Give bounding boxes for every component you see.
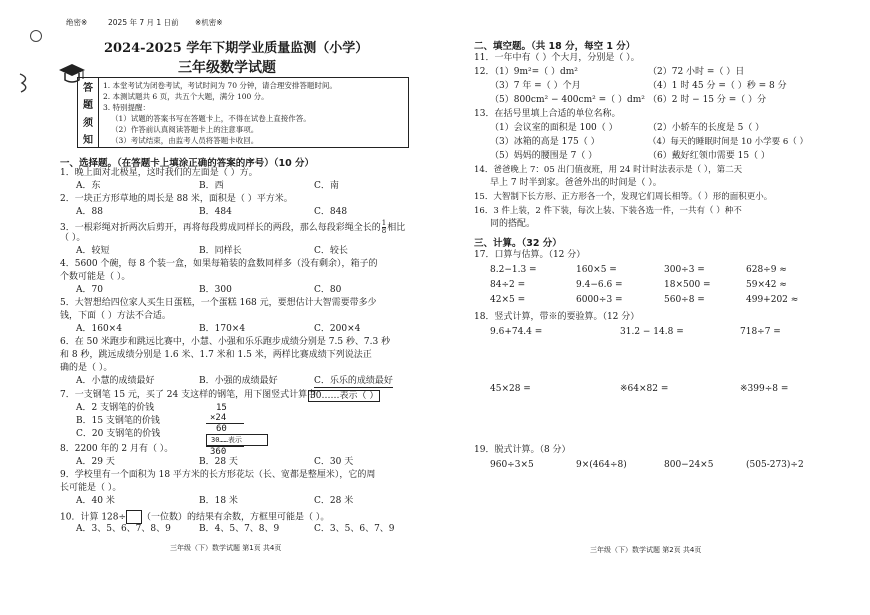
q13-item: （5）妈妈的腰围是 7（ ） — [490, 151, 598, 161]
oral-calc-item: 6000÷3 = — [576, 295, 623, 305]
q5-option-c[interactable]: C．200×4 — [314, 324, 361, 334]
q10-option-b[interactable]: B．4、5、7、8、9 — [199, 524, 280, 534]
q9-option-b[interactable]: B．18 米 — [199, 496, 238, 506]
header-secret-left: 绝密※ — [66, 18, 88, 27]
q12-label: 12． — [474, 67, 495, 77]
q12-item: （5）800cm² − 400cm² =（ ）dm² — [490, 95, 645, 105]
section-fill-title: 二、填空题。（共 18 分，每空 1 分） — [474, 41, 636, 52]
q3-stem — [60, 220, 405, 235]
header-date: 2025 年 7 月 1 日前 — [108, 18, 179, 27]
q8-option-c[interactable]: C．30 天 — [314, 457, 354, 467]
notice-line: （3）考试结束，由监考人员将答题卡收回。 — [111, 136, 259, 145]
binding-mark-glyph — [18, 72, 32, 94]
q4-option-a[interactable]: A．70 — [76, 285, 103, 295]
written-calc-item: ※399÷8 = — [740, 384, 789, 394]
exam-notice-box — [77, 77, 409, 148]
q10-option-c[interactable]: C．3、5、6、7、9 — [314, 524, 395, 534]
notice-line: （2）作答前认真阅读答题卡上的注意事项。 — [111, 125, 259, 134]
q3-stem-tail: 相比 — [387, 223, 406, 233]
q3-option-b[interactable]: B．同样长 — [199, 246, 242, 256]
q15-stem: 15．大智制下长方形、正方形各一个，发现它们周长相等。（ ）形的面积更小。 — [474, 192, 773, 202]
step-calc-item: 800−24×5 — [664, 460, 714, 470]
calc-line: 30……表示 — [206, 434, 268, 446]
q16-stem2: 同的搭配。 — [490, 219, 536, 229]
q6-option-b[interactable]: B．小强的成绩最好 — [199, 376, 278, 386]
oral-calc-item: 9.4−6.6 = — [576, 280, 623, 290]
q10-stem — [60, 510, 329, 524]
oral-calc-item: 160×5 = — [576, 265, 617, 275]
written-calc-item: 9.6+74.4 = — [490, 327, 543, 337]
q3-stem2: （ ）。 — [60, 233, 86, 243]
oral-calc-item: 300÷3 = — [664, 265, 705, 275]
q9-option-c[interactable]: C．28 米 — [314, 496, 354, 506]
q3-fraction-denominator: 8 — [381, 227, 387, 235]
q12-item: （6）2 时 − 15 分 =（ ）分 — [648, 95, 767, 105]
page-footer-left: 三年级（下）数学试题 第1页 共4页 — [170, 544, 282, 552]
q12-item: （3）7 年 =（ ）个月 — [490, 81, 581, 91]
q4-option-b[interactable]: B．300 — [199, 285, 232, 295]
q7-option-b[interactable]: B．15 支钢笔的价钱 — [76, 416, 160, 426]
q18-stem: 18．竖式计算，带※的要验算。（12 分） — [474, 312, 640, 322]
q6-option-c[interactable]: C．乐乐的成绩最好 — [314, 376, 393, 386]
notice-label-char: 须 — [83, 117, 93, 129]
q7-stem: 7．一支钢笔 15 元，买了 24 支这样的钢笔，用下图竖式计算中 — [60, 390, 317, 400]
q13-item: （1）会议室的面积是 100（ ） — [490, 123, 618, 133]
q1-option-a[interactable]: A．东 — [76, 181, 101, 191]
q3-fraction — [382, 220, 386, 235]
q10-stem-tail: （一位数）的结果有余数，方框里可能是（ ）。 — [142, 512, 330, 523]
q8-option-b[interactable]: B．28 天 — [199, 457, 238, 467]
notice-label-char: 知 — [83, 134, 93, 146]
q8-option-a[interactable]: A．29 天 — [76, 457, 115, 467]
q6-option-a[interactable]: A．小慧的成绩最好 — [76, 376, 155, 386]
page-title-line2: 三年级数学试题 — [178, 60, 276, 76]
q14-stem: 14．爸爸晚上 7：05 出门值夜班，用 24 时计时法表示是（ ），第二天 — [474, 165, 743, 175]
q2-option-b[interactable]: B．484 — [199, 207, 232, 217]
oral-calc-item: 628÷9 ≈ — [746, 265, 787, 275]
oral-calc-item: 8.2−1.3 = — [490, 265, 537, 275]
q9-option-a[interactable]: A．40 米 — [76, 496, 115, 506]
oral-calc-item: 59×42 ≈ — [746, 280, 787, 290]
q12-item: （1）9m²=（ ）dm² — [490, 67, 578, 77]
q19-stem: 19．脱式计算。（8 分） — [474, 445, 571, 455]
calc-line: 360 — [206, 446, 244, 457]
q11-stem: 11．一年中有（ ）个大月，分别是（ ）。 — [474, 53, 640, 63]
q4-stem2: 个数可能是（ ）。 — [60, 272, 131, 282]
written-calc-item: 45×28 = — [490, 384, 531, 394]
oral-calc-item: 84÷2 = — [490, 280, 526, 290]
oral-calc-item: 560÷8 = — [664, 295, 705, 305]
oral-calc-item: 18×500 = — [664, 280, 711, 290]
q5-option-a[interactable]: A．160×4 — [76, 324, 122, 334]
q4-option-c[interactable]: C．80 — [314, 285, 342, 295]
step-calc-item: 960÷3×5 — [490, 460, 534, 470]
notice-label-char: 题 — [83, 100, 93, 112]
page-footer-right: 三年级（下）数学试题 第2页 共4页 — [590, 546, 702, 554]
section-calc-title: 三、计算。（32 分） — [474, 238, 562, 249]
q8-stem: 8．2200 年的 2 月有（ ）。 — [60, 444, 174, 454]
q12-item: （2）72 小时 =（ ）日 — [648, 67, 745, 77]
notice-text — [103, 80, 337, 146]
q9-stem: 9．学校里有一个面积为 18 平方米的长方形花坛（长、宽都是整厘米），它的周 — [60, 470, 376, 480]
q5-stem2: 钱，下面（ ）方法不合适。 — [60, 311, 171, 321]
q3-stem-text: 3．一根彩绳对折两次后剪开，再将每段剪成同样长的两段，那么每段彩绳全长的 — [60, 223, 381, 233]
q1-stem: 1．晚上面对北极星，这时我们的左面是（ ）方。 — [60, 168, 258, 178]
q13-item: （4）每天的睡眠时间是 10 小学要 6（ ） — [648, 137, 808, 147]
calc-line: 15 — [216, 403, 227, 413]
q6-stem2: 和 8 秒，跳远成绩分别是 1.6 米、1.7 米和 1.5 米，两样比赛成绩下列说法正 — [60, 350, 372, 360]
written-calc-item: 718÷7 = — [740, 327, 781, 337]
q7-option-a[interactable]: A．2 支钢笔的价钱 — [76, 403, 155, 413]
q1-option-c[interactable]: C．南 — [314, 181, 339, 191]
oral-calc-item: 42×5 = — [490, 295, 526, 305]
notice-label — [78, 78, 99, 147]
q2-option-c[interactable]: C．848 — [314, 207, 348, 217]
q6-stem3: 确的是（ ）。 — [60, 363, 113, 373]
q10-stem-text: 10．计算 128÷ — [60, 512, 127, 523]
binding-mark — [30, 30, 42, 42]
oral-calc-item: 499+202 ≈ — [746, 295, 799, 305]
q7-option-c[interactable]: C．20 支钢笔的价钱 — [76, 429, 161, 439]
q3-option-c[interactable]: C．较长 — [314, 246, 348, 256]
q4-stem: 4．5600 个碗，每 8 个装一盒，如果每箱装的盒数同样多（没有剩余），箱子的 — [60, 259, 378, 269]
q6-stem: 6．在 50 米跑步和跳远比赛中，小慧、小强和乐乐跑步成绩分别是 7.5 秒、7.3 秒 — [60, 337, 391, 347]
q3-fraction-numerator: 1 — [381, 219, 387, 227]
q13-item: （3）冰箱的高是 175（ ） — [490, 137, 600, 147]
notice-line: 3. 特别提醒： — [103, 103, 151, 112]
q14-stem2: 早上 7 时半到家。爸爸外出的时间是（ ）。 — [490, 178, 662, 188]
step-calc-item: 9×(464÷8) — [576, 460, 627, 470]
q5-stem: 5．大智想给四位家人买生日蛋糕，一个蛋糕 168 元，要想估计大智需要带多少 — [60, 298, 377, 308]
notice-line: （1）试题的答案书写在答题卡上，不得在试卷上直接作答。 — [111, 114, 311, 123]
written-calc-item: ※64×82 = — [620, 384, 669, 394]
q5-option-b[interactable]: B．170×4 — [199, 324, 246, 334]
q2-stem: 2．一块正方形草地的周长是 88 米，面积是（ ）平方米。 — [60, 194, 293, 204]
q7-vertical-calc — [206, 403, 276, 457]
q10-blank-box — [126, 510, 142, 524]
q16-stem: 16．3 件上装，2 件下装，每次上装、下装各选一件，一共有（ ）种不 — [474, 206, 742, 216]
notice-line: 1. 本堂考试为闭卷考试，考试时间为 70 分钟，请合理安排答题时间。 — [103, 81, 337, 90]
q13-item: （6）戴好红领巾需要 15（ ） — [648, 151, 770, 161]
q1-option-b[interactable]: B．西 — [199, 181, 224, 191]
q7-boxed-text: 30……表示（ ） — [310, 391, 379, 401]
section-choice-title: 一、选择题。（在答题卡上填涂正确的答案的序号）（10 分） — [60, 158, 315, 169]
step-calc-item: (505-273)÷2 — [746, 460, 804, 470]
q13-stem: 13．在括号里填上合适的单位名称。 — [474, 109, 621, 119]
notice-line: 2. 本测试题共 6 页，共五个大题，满分 100 分。 — [103, 92, 269, 101]
calc-line: 60 — [216, 424, 227, 434]
q3-option-a[interactable]: A．较短 — [76, 246, 110, 256]
q13-item: （2）小轿车的长度是 5（ ） — [648, 123, 765, 133]
calc-line: ×24 — [206, 413, 244, 424]
written-calc-item: 31.2 − 14.8 = — [620, 327, 684, 337]
q2-option-a[interactable]: A．88 — [76, 207, 103, 217]
notice-label-char: 答 — [83, 83, 93, 95]
header-secret-right: ※机密※ — [195, 18, 223, 27]
q12-item: （4）1 时 45 分 =（ ）秒 = 8 分 — [648, 81, 787, 91]
page-title-line1: 2024-2025 学年下期学业质量监测（小学） — [104, 41, 369, 56]
q9-stem2: 长可能是（ ）。 — [60, 483, 122, 493]
q10-option-a[interactable]: A．3、5、6、7、8、9 — [76, 524, 171, 534]
q17-stem: 17．口算与估算。（12 分） — [474, 250, 586, 260]
